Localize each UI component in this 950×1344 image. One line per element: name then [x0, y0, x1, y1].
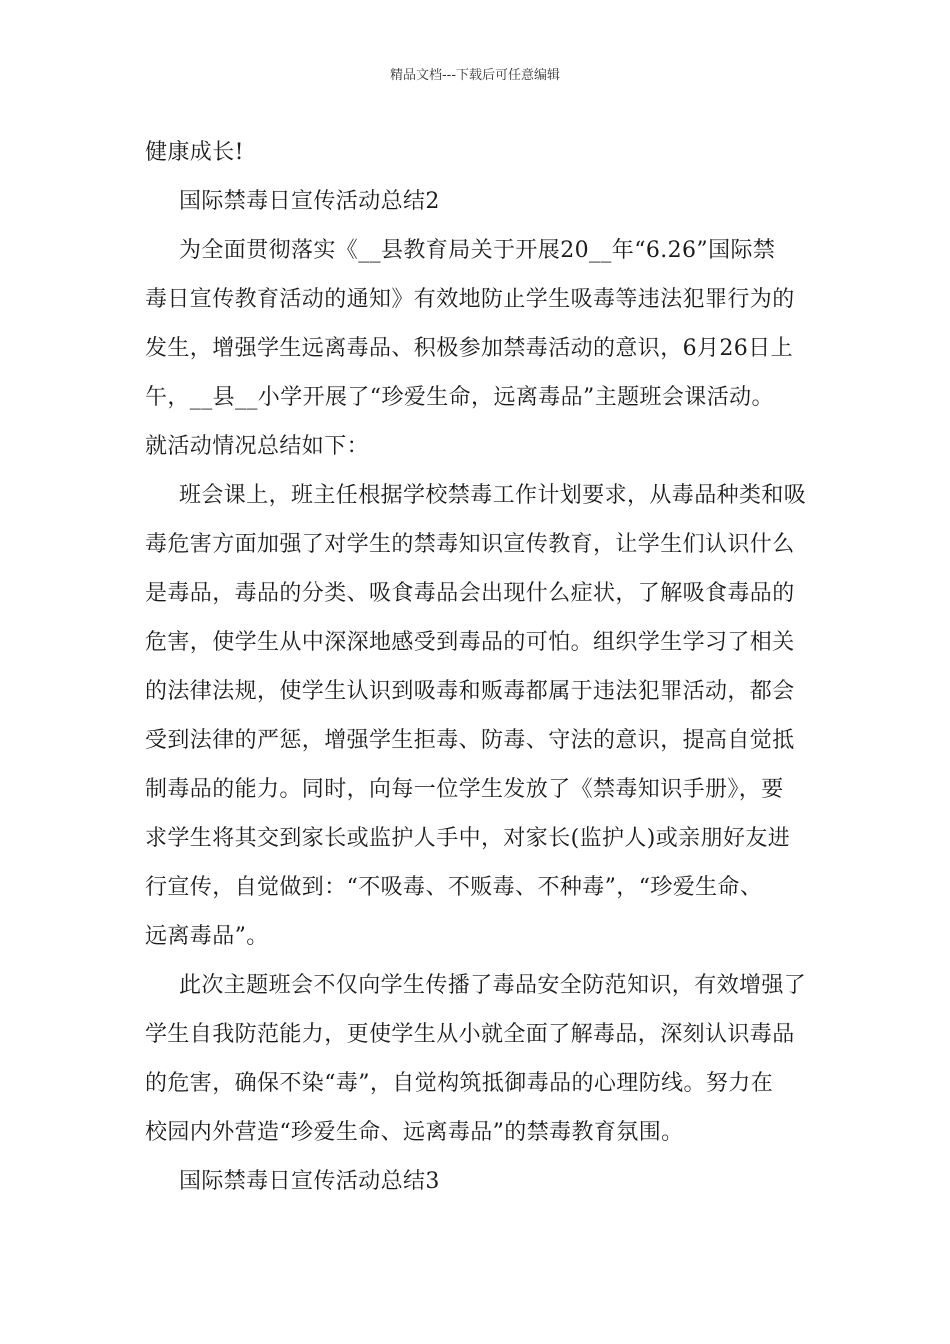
text-line: 行宣传，自觉做到：“不吸毒、不贩毒、不种毒”，“珍爱生命、 [145, 875, 763, 900]
text-line: 发生，增强学生远离毒品、积极参加禁毒活动的意识，6月26日上 [145, 336, 793, 361]
text-line: 学生自我防范能力，更使学生从小就全面了解毒品，深刻认识毒品 [145, 1022, 795, 1047]
paragraph-first-line: 为全面贯彻落实《__县教育局关于开展20__年“6.26”国际禁 [179, 238, 776, 263]
text-line: 毒日宣传教育活动的通知》有效地防止学生吸毒等违法犯罪行为的 [145, 287, 795, 312]
text-line: 的法律法规，使学生认识到吸毒和贩毒都属于违法犯罪活动，都会 [145, 679, 795, 704]
text-line: 危害，使学生从中深深地感受到毒品的可怕。组织学生学习了相关 [145, 630, 795, 655]
paragraph-first-line: 此次主题班会不仅向学生传播了毒品安全防范知识，有效增强了 [179, 973, 807, 998]
text-line: 是毒品，毒品的分类、吸食毒品会出现什么症状，了解吸食毒品的 [145, 581, 795, 606]
text-line: 健康成长! [145, 140, 244, 165]
text-line: 午，__县__小学开展了“珍爱生命，远离毒品”主题班会课活动。 [145, 385, 774, 410]
document-body [145, 128, 809, 1206]
paragraph-first-line: 班会课上，班主任根据学校禁毒工作计划要求，从毒品种类和吸 [179, 483, 807, 508]
text-line: 求学生将其交到家长或监护人手中，对家长(监护人)或亲朋好友进 [145, 826, 791, 851]
page-header: 精品文档---下载后可任意编辑 [389, 68, 561, 83]
text-line: 校园内外营造“珍爱生命、远离毒品”的禁毒教育氛围。 [145, 1120, 684, 1145]
text-line: 就活动情况总结如下： [145, 434, 370, 459]
text-line: 远离毒品”。 [145, 924, 269, 949]
text-line: 毒危害方面加强了对学生的禁毒知识宣传教育，让学生们认识什么 [145, 532, 795, 557]
section-heading: 国际禁毒日宣传活动总结3 [179, 1169, 440, 1194]
text-line: 制毒品的能力。同时，向每一位学生发放了《禁毒知识手册》，要 [145, 777, 784, 802]
text-line: 受到法律的严惩，增强学生拒毒、防毒、守法的意识，提高自觉抵 [145, 728, 795, 753]
section-heading: 国际禁毒日宣传活动总结2 [179, 189, 440, 214]
text-line: 的危害，确保不染“毒”，自觉构筑抵御毒品的心理防线。努力在 [145, 1071, 774, 1096]
